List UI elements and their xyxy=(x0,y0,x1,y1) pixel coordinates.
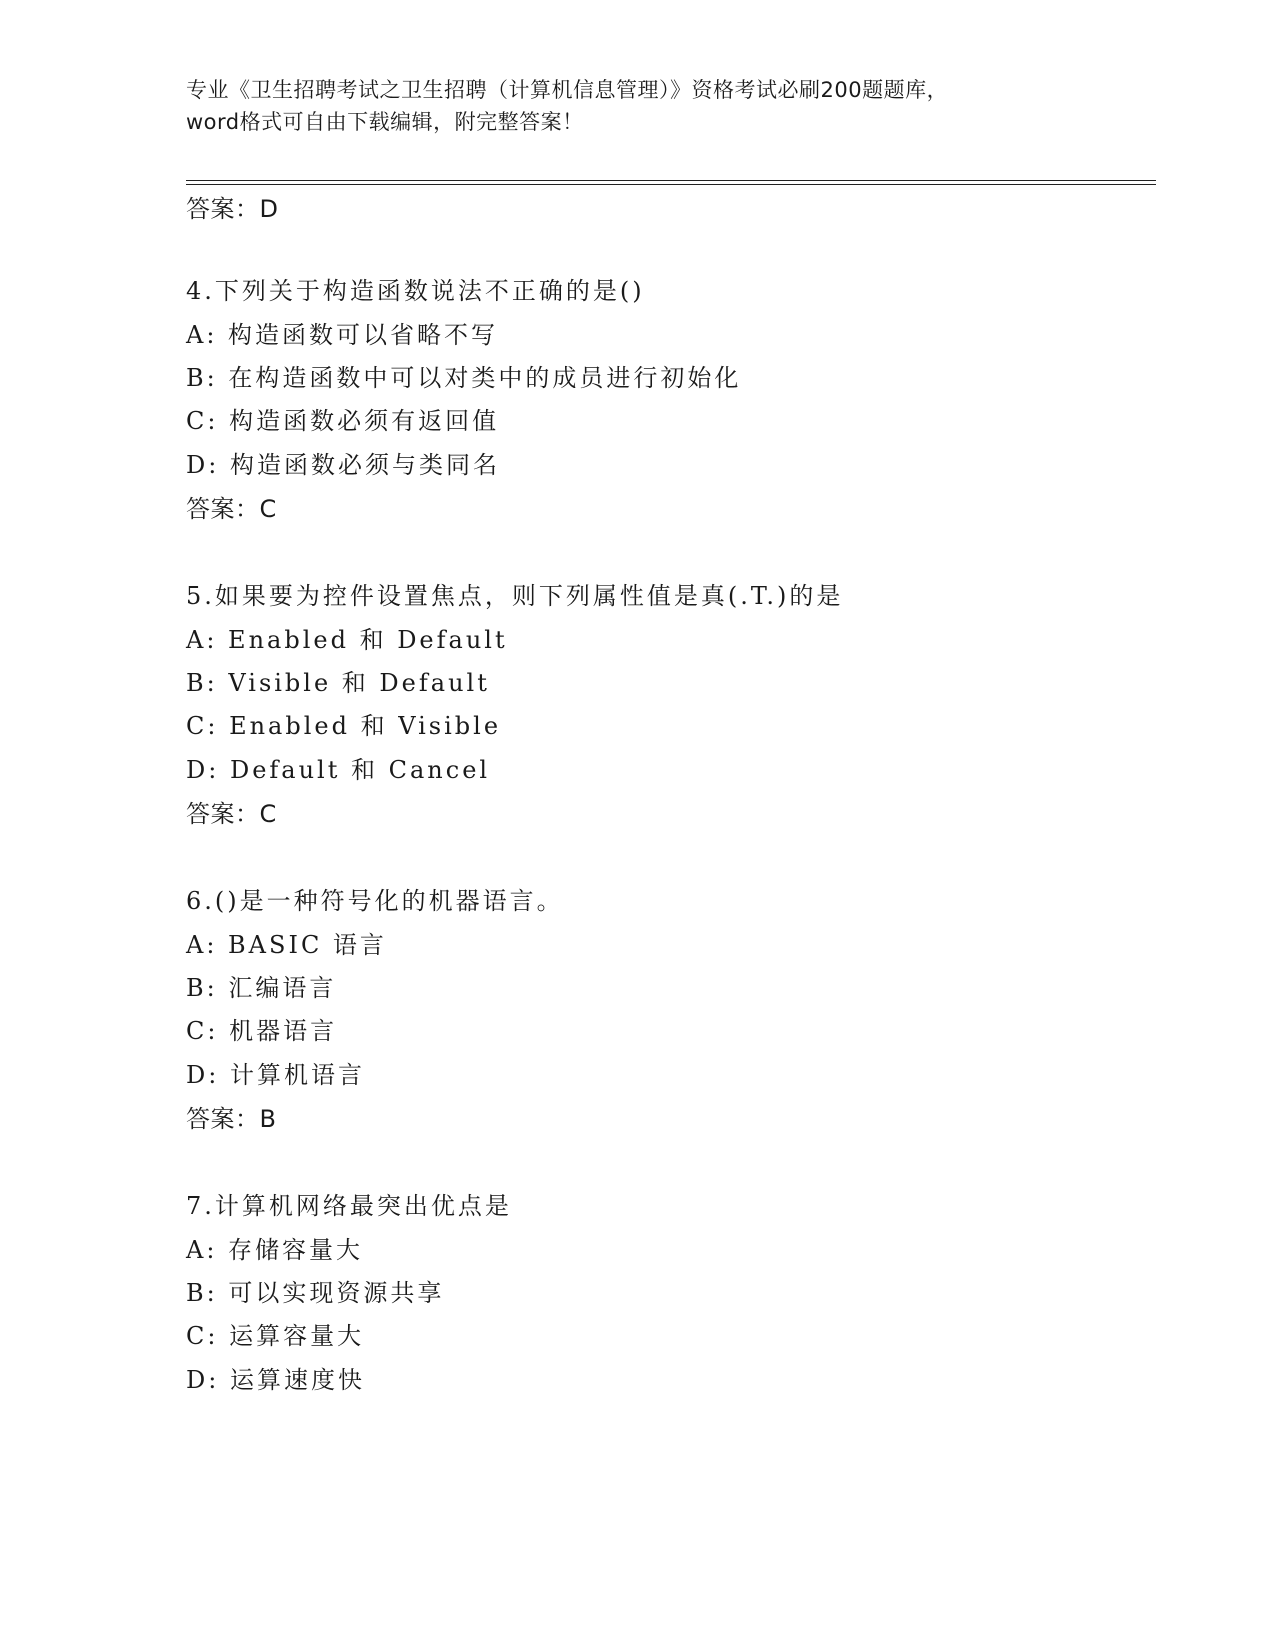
question-answer: 答案：C xyxy=(186,800,277,828)
question-option: C: 运算容量大 xyxy=(186,1322,365,1350)
question-option: B: 可以实现资源共享 xyxy=(186,1279,445,1307)
question-answer: 答案：B xyxy=(186,1105,277,1133)
question-option: A: Enabled 和 Default xyxy=(186,626,508,654)
document-header xyxy=(186,74,1086,138)
question-option: D: 运算速度快 xyxy=(186,1366,365,1394)
question-stem: 6.()是一种符号化的机器语言。 xyxy=(186,887,564,915)
header-divider xyxy=(186,180,1156,181)
header-line-2: word格式可自由下载编辑，附完整答案！ xyxy=(186,110,584,134)
question-stem: 5.如果要为控件设置焦点，则下列属性值是真(.T.)的是 xyxy=(186,582,844,610)
question-option: D: Default 和 Cancel xyxy=(186,756,491,784)
question-option: C: 构造函数必须有返回值 xyxy=(186,407,500,435)
question-option: C: Enabled 和 Visible xyxy=(186,712,502,740)
question-option: B: 汇编语言 xyxy=(186,974,337,1002)
header-divider-second xyxy=(186,184,1156,185)
question-option: D: 构造函数必须与类同名 xyxy=(186,451,500,479)
question-option: A: 存储容量大 xyxy=(186,1236,364,1264)
previous-answer: 答案：D xyxy=(186,195,279,223)
question-stem: 4.下列关于构造函数说法不正确的是() xyxy=(186,277,645,305)
question-option: B: 在构造函数中可以对类中的成员进行初始化 xyxy=(186,364,742,392)
question-answer: 答案：C xyxy=(186,495,277,523)
question-stem: 7.计算机网络最突出优点是 xyxy=(186,1192,512,1220)
question-option: A: BASIC 语言 xyxy=(186,931,387,959)
question-option: D: 计算机语言 xyxy=(186,1061,365,1089)
question-option: A: 构造函数可以省略不写 xyxy=(186,321,499,349)
question-option: C: 机器语言 xyxy=(186,1017,338,1045)
question-option: B: Visible 和 Default xyxy=(186,669,490,697)
header-line-1: 专业《卫生招聘考试之卫生招聘（计算机信息管理）》资格考试必刷200题题库， xyxy=(186,78,949,102)
